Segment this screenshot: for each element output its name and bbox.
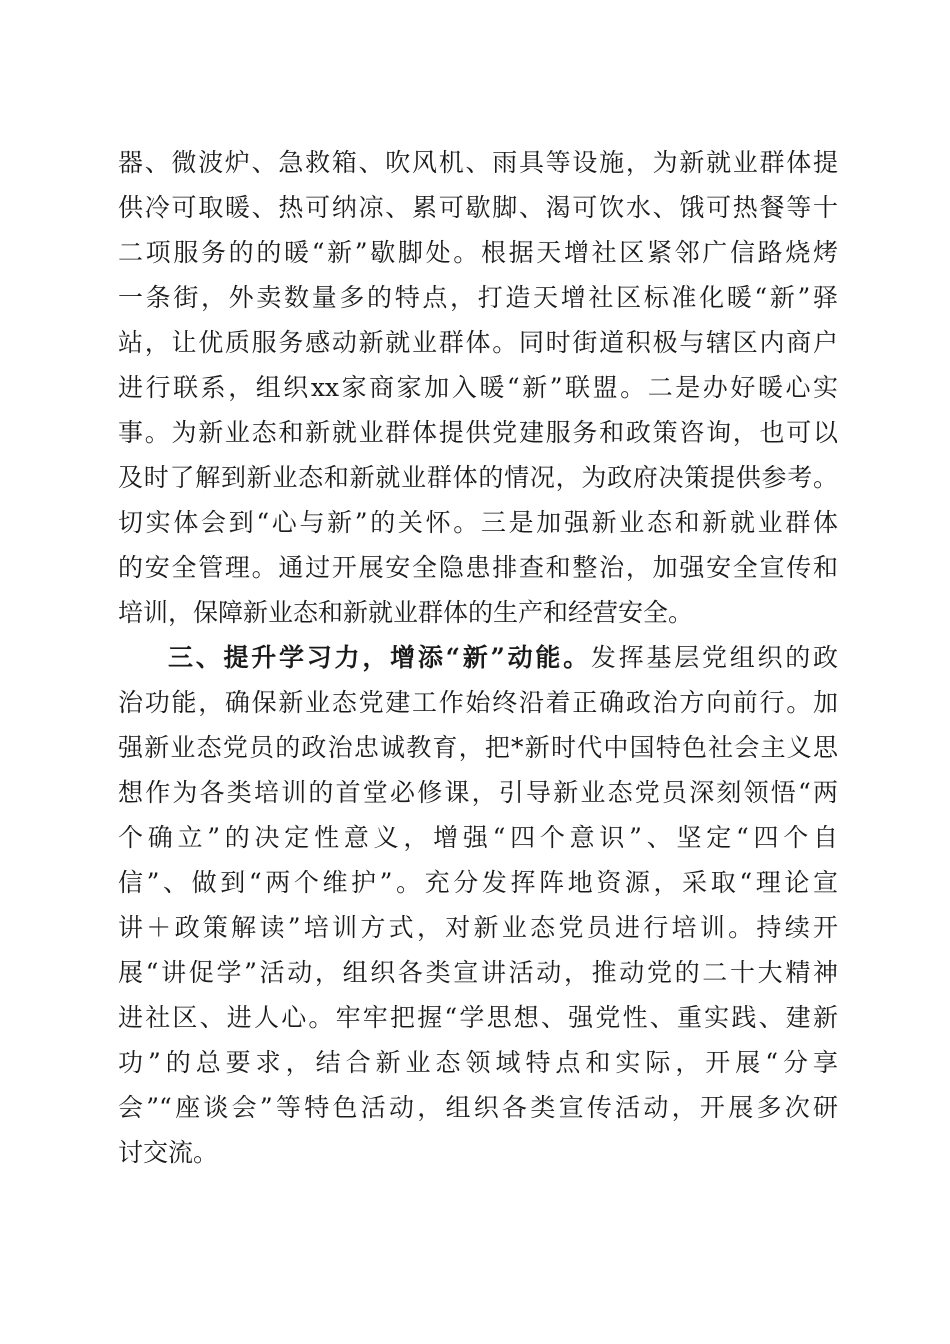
text-line: 进社区、进人心。牢牢把握“学思想、强党性、重实践、建新: [118, 1003, 838, 1032]
text-line: 事。为新业态和新就业群体提供党建服务和政策咨询，也可以: [118, 418, 838, 447]
text-line: 会”“座谈会”等特色活动，组织各类宣传活动，开展多次研: [118, 1093, 838, 1122]
text-line: 培训，保障新业态和新就业群体的生产和经营安全。: [118, 598, 694, 627]
section-heading: 三、提升学习力，增添“新”动能。: [168, 643, 591, 672]
text-line: 治功能，确保新业态党建工作始终沿着正确政治方向前行。加: [118, 688, 838, 717]
section-heading-line: [118, 635, 838, 680]
text-line: 信”、做到“两个维护”。充分发挥阵地资源，采取“理论宣: [118, 868, 838, 897]
text-line: 供冷可取暖、热可纳凉、累可歇脚、渴可饮水、饿可热餐等十: [118, 193, 838, 222]
text-line: 一条街，外卖数量多的特点，打造天增社区标准化暖“新”驿: [118, 283, 838, 312]
text-line: 进行联系，组织xx家商家加入暖“新”联盟。二是办好暖心实: [118, 373, 838, 402]
text-line: 切实体会到“心与新”的关怀。三是加强新业态和新就业群体: [118, 508, 838, 537]
text-line: 的安全管理。通过开展安全隐患排查和整治，加强安全宣传和: [118, 553, 838, 582]
text-line: 二项服务的的暖“新”歇脚处。根据天增社区紧邻广信路烧烤: [118, 238, 838, 267]
text-line: 及时了解到新业态和新就业群体的情况，为政府决策提供参考。: [118, 463, 838, 492]
text-line: 强新业态党员的政治忠诚教育，把*新时代中国特色社会主义思: [118, 733, 838, 762]
paragraph-1: [118, 140, 838, 635]
text-line: 讲＋政策解读”培训方式，对新业态党员进行培训。持续开: [118, 913, 838, 942]
text-line: 个确立”的决定性意义，增强“四个意识”、坚定“四个自: [118, 823, 839, 852]
text-line: 展“讲促学”活动，组织各类宣讲活动，推动党的二十大精神: [118, 958, 838, 987]
text-line: 器、微波炉、急救箱、吹风机、雨具等设施，为新就业群体提: [118, 148, 838, 177]
text-line: 想作为各类培训的首堂必修课，引导新业态党员深刻领悟“两: [118, 778, 838, 807]
heading-line-text: 发挥基层党组织的政: [590, 643, 838, 672]
paragraph-2: [118, 635, 838, 1175]
text-line: 讨交流。: [118, 1138, 219, 1167]
document-body: [118, 140, 838, 1175]
text-line: 功”的总要求，结合新业态领域特点和实际，开展“分享: [118, 1048, 838, 1077]
text-line: 站，让优质服务感动新就业群体。同时街道积极与辖区内商户: [118, 328, 838, 357]
